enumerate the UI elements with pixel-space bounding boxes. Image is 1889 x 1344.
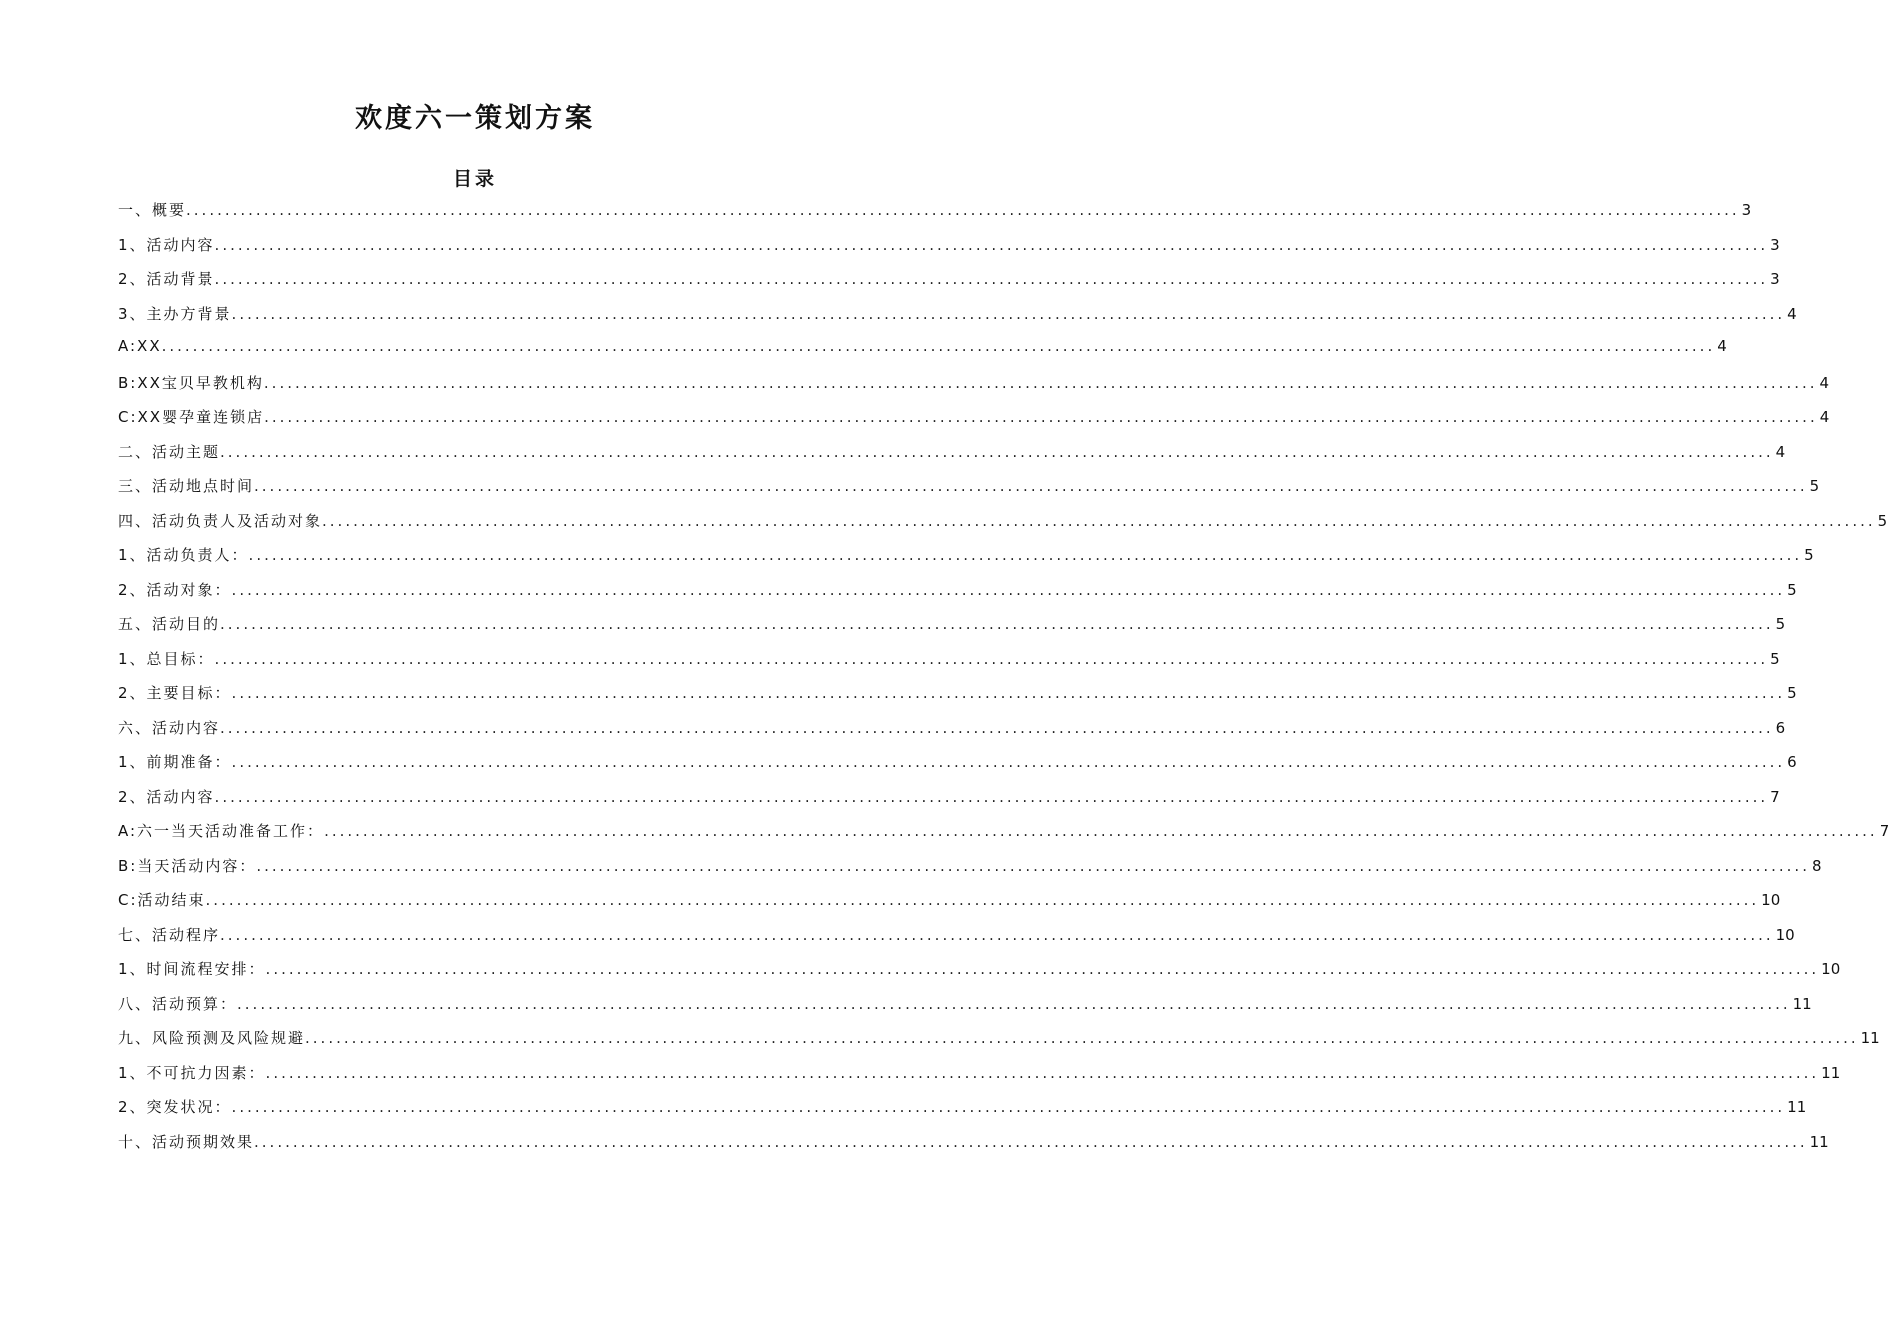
- document-title: 欢度六一策划方案: [355, 103, 595, 134]
- table-of-contents: [118, 199, 1889, 1165]
- toc-entry-page-number: 5: [1787, 580, 1797, 599]
- toc-entry-label: 2、活动内容: [118, 787, 215, 806]
- toc-leader-dots: ........................................................................................................................................................................................................: [322, 511, 1876, 530]
- toc-entry[interactable]: [118, 613, 1786, 648]
- toc-entry-page-number: 5: [1770, 649, 1780, 668]
- toc-entry-page-number: 4: [1717, 337, 1727, 355]
- toc-leader-dots: ........................................................................................................................................................................................................: [324, 822, 1878, 840]
- toc-entry[interactable]: [118, 510, 1888, 545]
- toc-entry[interactable]: [118, 855, 1822, 890]
- toc-entry[interactable]: [118, 579, 1797, 614]
- toc-entry-page-number: 4: [1819, 408, 1830, 426]
- toc-leader-dots: ........................................................................................................................................................................................................: [214, 787, 1769, 806]
- toc-entry-page-number: 11: [1860, 1029, 1880, 1047]
- toc-entry[interactable]: [118, 199, 1752, 234]
- toc-entry-label: 四、活动负责人及活动对象: [118, 511, 323, 530]
- toc-entry[interactable]: [118, 648, 1780, 683]
- toc-entry-page-number: 5: [1877, 511, 1888, 530]
- toc-entry[interactable]: [118, 1062, 1841, 1097]
- toc-entry-page-number: 5: [1775, 615, 1786, 633]
- toc-entry[interactable]: [118, 682, 1797, 717]
- toc-entry-page-number: 10: [1761, 891, 1781, 909]
- toc-entry[interactable]: [118, 268, 1780, 303]
- toc-leader-dots: ........................................................................................................................................................................................................: [248, 546, 1803, 564]
- toc-leader-dots: ........................................................................................................................................................................................................: [220, 718, 1774, 737]
- toc-leader-dots: ........................................................................................................................................................................................................: [220, 615, 1774, 633]
- toc-entry-label: 2、活动背景: [118, 270, 215, 288]
- toc-entry-page-number: 10: [1821, 960, 1841, 978]
- toc-entry-label: 1、时间流程安排：: [118, 960, 266, 978]
- toc-entry[interactable]: [118, 303, 1797, 338]
- toc-entry-label: 3、主办方背景: [118, 304, 232, 323]
- toc-leader-dots: ........................................................................................................................................................................................................: [220, 925, 1774, 944]
- toc-entry-label: 1、不可抗力因素：: [118, 1063, 266, 1082]
- toc-entry[interactable]: [118, 544, 1814, 579]
- toc-leader-dots: ........................................................................................................................................................................................................: [254, 1132, 1808, 1151]
- toc-entry[interactable]: [118, 993, 1812, 1028]
- toc-entry[interactable]: [118, 234, 1780, 269]
- toc-entry-label: A:六一当天活动准备工作：: [118, 822, 325, 840]
- toc-entry-page-number: 11: [1792, 994, 1812, 1013]
- toc-entry-page-number: 6: [1775, 718, 1786, 737]
- toc-leader-dots: ........................................................................................................................................................................................................: [220, 442, 1774, 461]
- toc-leader-dots: ........................................................................................................................................................................................................: [205, 891, 1760, 909]
- toc-entry[interactable]: [118, 372, 1830, 407]
- toc-entry[interactable]: [118, 958, 1841, 993]
- toc-entry-label: C:活动结束: [118, 891, 206, 909]
- toc-entry-page-number: 7: [1770, 787, 1780, 806]
- toc-entry-page-number: 11: [1809, 1132, 1829, 1151]
- toc-entry-page-number: 4: [1775, 442, 1786, 461]
- toc-entry-page-number: 3: [1770, 270, 1780, 288]
- toc-entry[interactable]: [118, 786, 1780, 821]
- toc-leader-dots: ........................................................................................................................................................................................................: [237, 994, 1791, 1013]
- toc-leader-dots: ........................................................................................................................................................................................................: [214, 235, 1769, 254]
- toc-entry-label: 二、活动主题: [118, 442, 221, 461]
- toc-entry-label: 三、活动地点时间: [118, 477, 255, 495]
- toc-entry-label: B:XX宝贝早教机构: [118, 373, 264, 392]
- toc-entry-page-number: 4: [1819, 373, 1830, 392]
- toc-entry-label: 十、活动预期效果: [118, 1132, 255, 1151]
- toc-leader-dots: ........................................................................................................................................................................................................: [231, 1098, 1786, 1116]
- toc-entry[interactable]: [118, 475, 1820, 510]
- toc-entry-label: A:XX: [118, 337, 162, 355]
- toc-entry-label: 八、活动预算：: [118, 994, 238, 1013]
- toc-entry-label: 一、概要: [118, 201, 187, 219]
- toc-entry-page-number: 10: [1775, 925, 1795, 944]
- toc-entry-label: 1、总目标：: [118, 649, 215, 668]
- toc-entry-page-number: 6: [1787, 753, 1797, 771]
- toc-leader-dots: ........................................................................................................................................................................................................: [263, 373, 1818, 392]
- toc-entry[interactable]: [118, 337, 1727, 372]
- toc-entry-page-number: 5: [1809, 477, 1820, 495]
- toc-entry-label: C:XX婴孕童连锁店: [118, 408, 265, 426]
- toc-entry-label: 1、活动内容: [118, 235, 215, 254]
- toc-entry[interactable]: [118, 717, 1786, 752]
- toc-leader-dots: ........................................................................................................................................................................................................: [214, 649, 1769, 668]
- toc-entry-label: 九、风险预测及风险规避: [118, 1029, 306, 1047]
- toc-entry-label: 2、突发状况：: [118, 1098, 232, 1116]
- toc-leader-dots: ........................................................................................................................................................................................................: [214, 270, 1769, 288]
- toc-entry-page-number: 8: [1811, 856, 1822, 875]
- toc-leader-dots: ........................................................................................................................................................................................................: [265, 960, 1820, 978]
- toc-entry-page-number: 11: [1821, 1063, 1841, 1082]
- toc-entry-page-number: 5: [1804, 546, 1814, 564]
- toc-entry-page-number: 3: [1770, 235, 1780, 254]
- toc-entry[interactable]: [118, 1096, 1807, 1131]
- toc-leader-dots: ........................................................................................................................................................................................................: [161, 337, 1716, 355]
- toc-entry-page-number: 11: [1787, 1098, 1807, 1116]
- toc-entry-label: 1、活动负责人：: [118, 546, 249, 564]
- toc-leader-dots: ........................................................................................................................................................................................................: [256, 856, 1810, 875]
- toc-leader-dots: ........................................................................................................................................................................................................: [305, 1029, 1859, 1047]
- toc-entry-label: 1、前期准备：: [118, 753, 232, 771]
- toc-leader-dots: ........................................................................................................................................................................................................: [254, 477, 1808, 495]
- toc-leader-dots: ........................................................................................................................................................................................................: [231, 304, 1786, 323]
- toc-entry-page-number: 4: [1787, 304, 1797, 323]
- toc-leader-dots: ........................................................................................................................................................................................................: [265, 1063, 1820, 1082]
- toc-entry[interactable]: [118, 1027, 1880, 1062]
- toc-entry[interactable]: [118, 820, 1889, 855]
- toc-entry-label: 2、活动对象：: [118, 580, 232, 599]
- toc-entry-page-number: 7: [1879, 822, 1889, 840]
- toc-entry-label: 六、活动内容: [118, 718, 221, 737]
- toc-entry-label: B:当天活动内容：: [118, 856, 257, 875]
- toc-entry-page-number: 3: [1741, 201, 1752, 219]
- toc-entry[interactable]: [118, 1131, 1829, 1166]
- toc-leader-dots: ........................................................................................................................................................................................................: [186, 201, 1740, 219]
- toc-leader-dots: ........................................................................................................................................................................................................: [231, 580, 1786, 599]
- toc-entry[interactable]: [118, 441, 1786, 476]
- toc-leader-dots: ........................................................................................................................................................................................................: [231, 684, 1786, 702]
- toc-entry[interactable]: [118, 889, 1781, 924]
- toc-entry-label: 五、活动目的: [118, 615, 221, 633]
- toc-entry[interactable]: [118, 406, 1830, 441]
- toc-heading: 目录: [452, 168, 497, 190]
- toc-entry-label: 2、主要目标：: [118, 684, 232, 702]
- toc-leader-dots: ........................................................................................................................................................................................................: [231, 753, 1786, 771]
- toc-entry[interactable]: [118, 924, 1795, 959]
- toc-entry[interactable]: [118, 751, 1797, 786]
- toc-leader-dots: ........................................................................................................................................................................................................: [264, 408, 1818, 426]
- toc-entry-label: 七、活动程序: [118, 925, 221, 944]
- toc-entry-page-number: 5: [1787, 684, 1797, 702]
